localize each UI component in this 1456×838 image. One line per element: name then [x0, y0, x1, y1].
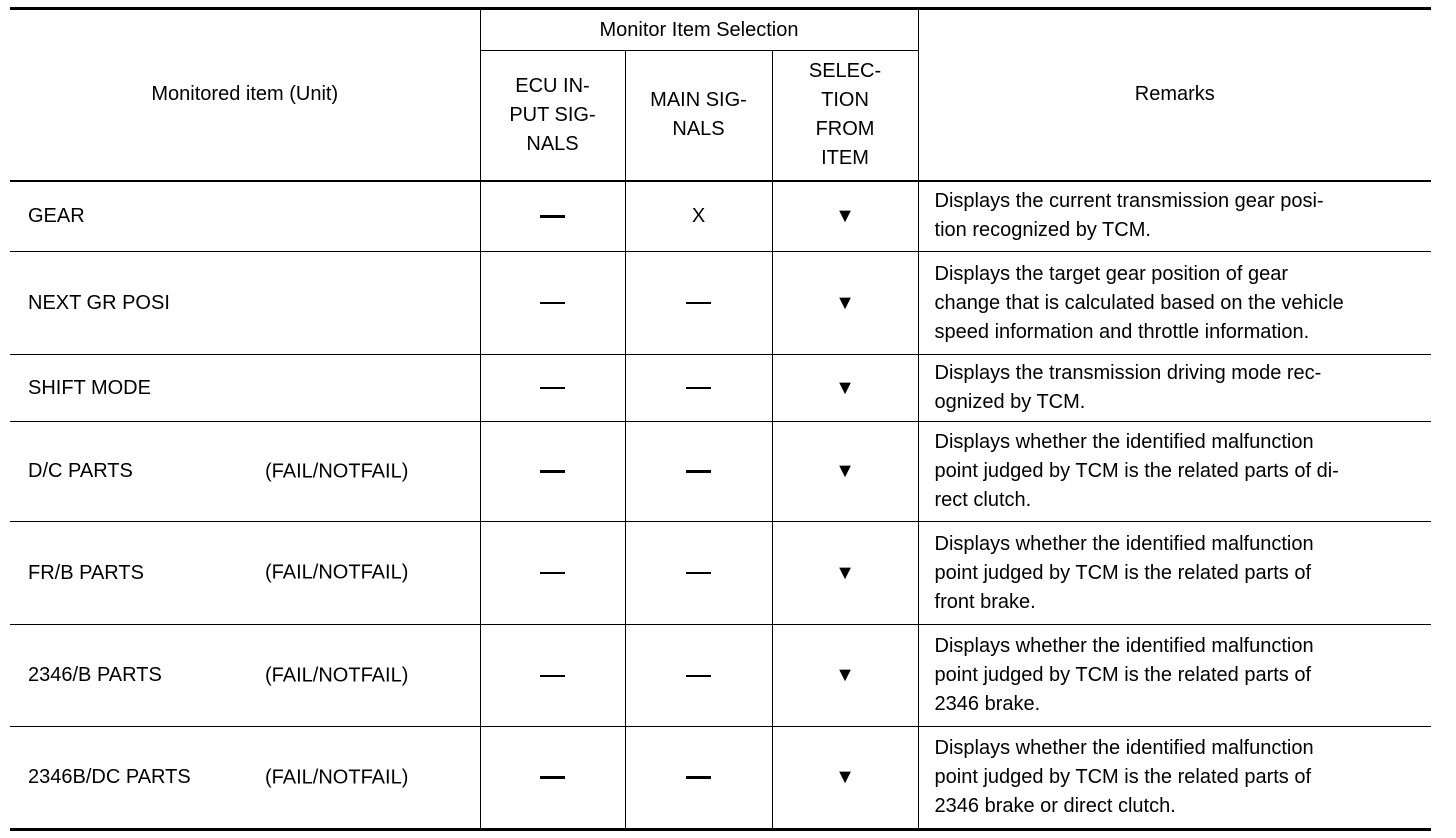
- dash-mark: [686, 302, 711, 304]
- header-selection-from-item: SELEC- TION FROM ITEM: [772, 51, 918, 181]
- ecu-input-cell: [480, 625, 625, 727]
- dash-mark: [540, 776, 565, 779]
- triangle-down-icon: ▼: [835, 376, 855, 399]
- table-row: [10, 727, 1431, 830]
- remarks-cell: Displays the transmission driving mode rec- ognized by TCM.: [918, 355, 1431, 422]
- monitored-item-cell: [10, 181, 480, 252]
- dash-mark: [686, 387, 711, 389]
- dash-mark: [686, 572, 711, 574]
- ecu-input-cell: [480, 522, 625, 625]
- dash-mark: [540, 302, 565, 304]
- main-signals-cell: [625, 625, 772, 727]
- monitored-item-cell: [10, 625, 480, 727]
- selection-from-item-cell: [772, 625, 918, 727]
- triangle-down-icon: ▼: [835, 204, 855, 227]
- remarks-cell: Displays whether the identified malfunction point judged by TCM is the related parts of di- rect clutch.: [918, 422, 1431, 522]
- header-main-signals: MAIN SIG- NALS: [625, 51, 772, 181]
- header-ecu-input-signals: ECU IN- PUT SIG- NALS: [480, 51, 625, 181]
- table-row: [10, 355, 1431, 422]
- monitored-item-cell: [10, 355, 480, 422]
- item-unit: (FAIL/NOTFAIL): [265, 460, 409, 482]
- item-name: FR/B PARTS: [28, 561, 144, 584]
- table-row: [10, 625, 1431, 727]
- dash-mark: [540, 470, 565, 473]
- ecu-input-cell: [480, 355, 625, 422]
- dash-mark: [686, 675, 711, 677]
- table-row: [10, 522, 1431, 625]
- table-row: [10, 422, 1431, 522]
- selection-from-item-cell: [772, 422, 918, 522]
- monitored-item-cell: [10, 422, 480, 522]
- ecu-input-cell: [480, 422, 625, 522]
- remarks-cell: Displays the current transmission gear posi- tion recognized by TCM.: [918, 181, 1431, 252]
- dash-mark: [540, 675, 565, 677]
- remarks-cell: Displays the target gear position of gear change that is calculated based on the vehicle speed information and throttle information.: [918, 252, 1431, 355]
- dash-mark: [540, 215, 565, 218]
- main-signals-cell: [625, 727, 772, 830]
- monitored-item-cell: [10, 522, 480, 625]
- item-name: 2346B/DC PARTS: [28, 766, 191, 788]
- header-remarks: Remarks: [918, 9, 1431, 181]
- monitored-item-cell: [10, 727, 480, 830]
- item-name: SHIFT MODE: [28, 376, 151, 399]
- selection-from-item-cell: [772, 181, 918, 252]
- ecu-input-cell: [480, 181, 625, 252]
- monitor-item-table: [10, 7, 1431, 831]
- main-signals-cell: [625, 422, 772, 522]
- ecu-input-cell: [480, 252, 625, 355]
- table-row: [10, 252, 1431, 355]
- item-unit: (FAIL/NOTFAIL): [265, 664, 409, 686]
- selection-from-item-cell: [772, 252, 918, 355]
- header-monitor-item-selection: Monitor Item Selection: [480, 9, 918, 51]
- dash-mark: [540, 572, 565, 574]
- triangle-down-icon: ▼: [835, 291, 855, 314]
- selection-from-item-cell: [772, 727, 918, 830]
- triangle-down-icon: ▼: [835, 460, 855, 482]
- main-signals-cell: [625, 181, 772, 252]
- main-signals-cell: [625, 355, 772, 422]
- monitored-item-cell: [10, 252, 480, 355]
- triangle-down-icon: ▼: [835, 561, 855, 584]
- item-name: GEAR: [28, 204, 85, 227]
- table-row: [10, 181, 1431, 252]
- selection-from-item-cell: [772, 522, 918, 625]
- item-unit: (FAIL/NOTFAIL): [265, 561, 409, 584]
- main-signals-cell: [625, 522, 772, 625]
- main-signals-value: X: [691, 204, 706, 227]
- item-unit: (FAIL/NOTFAIL): [265, 766, 409, 788]
- main-signals-cell: [625, 252, 772, 355]
- remarks-cell: Displays whether the identified malfunction point judged by TCM is the related parts of 2346 brake or direct clutch.: [918, 727, 1431, 830]
- dash-mark: [540, 387, 565, 389]
- dash-mark: [686, 470, 711, 473]
- remarks-cell: Displays whether the identified malfunction point judged by TCM is the related parts of 2346 brake.: [918, 625, 1431, 727]
- dash-mark: [686, 776, 711, 779]
- ecu-input-cell: [480, 727, 625, 830]
- selection-from-item-cell: [772, 355, 918, 422]
- item-name: D/C PARTS: [28, 460, 133, 482]
- remarks-cell: Displays whether the identified malfunction point judged by TCM is the related parts of front brake.: [918, 522, 1431, 625]
- triangle-down-icon: ▼: [835, 766, 855, 788]
- item-name: 2346/B PARTS: [28, 664, 162, 686]
- triangle-down-icon: ▼: [835, 664, 855, 686]
- item-name: NEXT GR POSI: [28, 291, 170, 314]
- header-monitored-item: Monitored item (Unit): [10, 9, 480, 181]
